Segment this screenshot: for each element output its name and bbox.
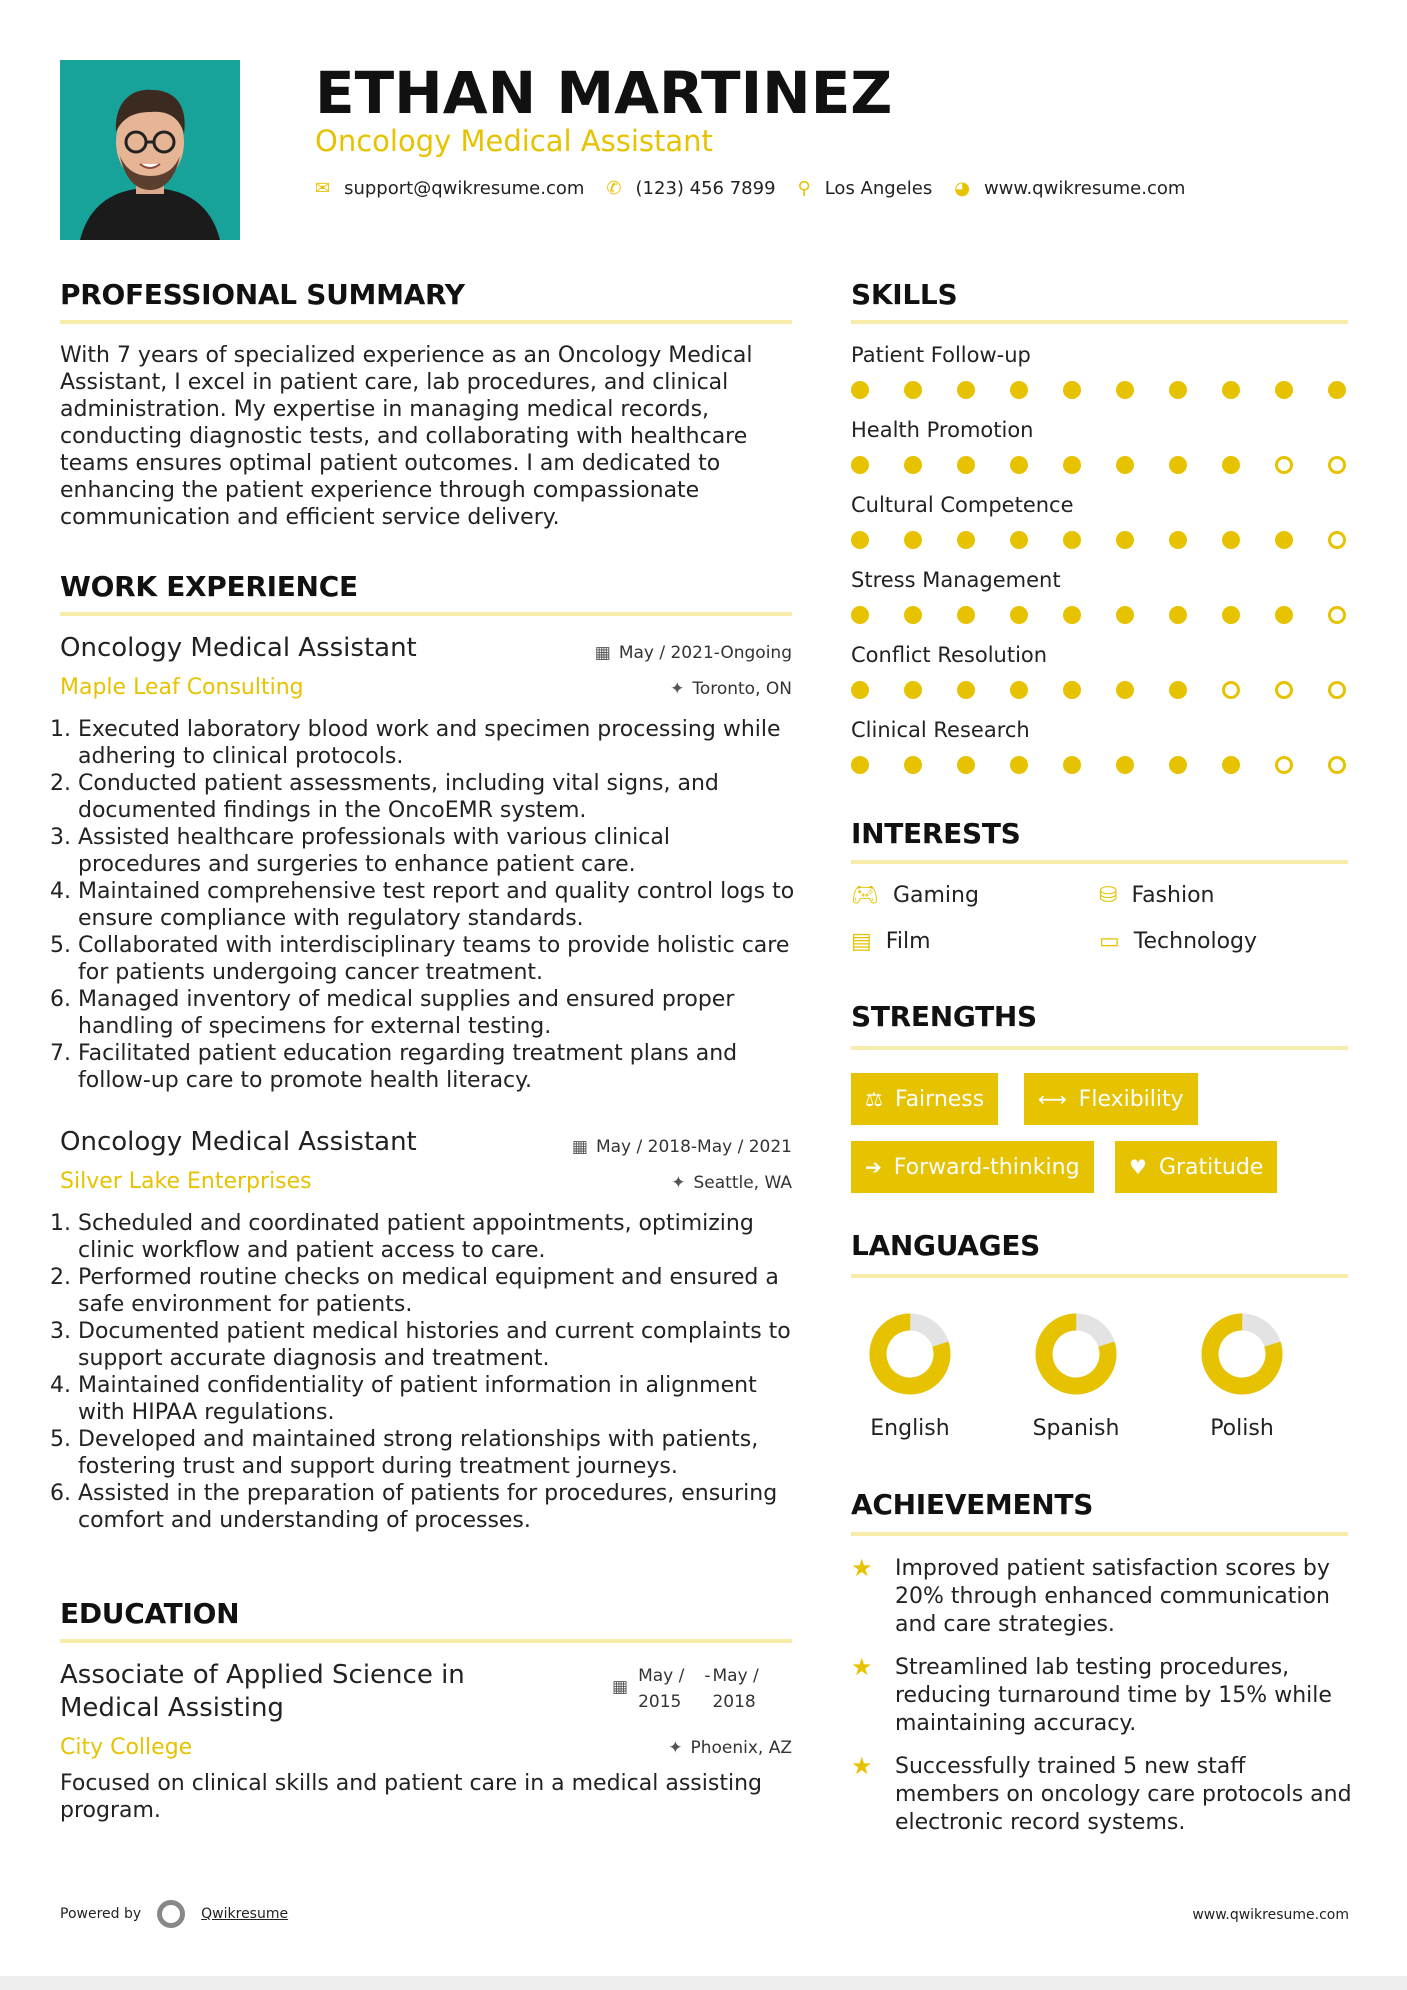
education-heading: EDUCATION	[60, 1597, 240, 1630]
skill-dot-filled	[1222, 456, 1240, 474]
strengths-heading: STRENGTHS	[851, 1000, 1037, 1033]
achievement-text: Successfully trained 5 new staff members on oncology care protocols and electronic record systems.	[895, 1754, 1352, 1835]
footer-powered-by	[60, 1900, 288, 1928]
duty-item: 1. Executed laboratory blood work and specimen processing while adhering to clinical protocols.	[78, 716, 795, 770]
degree-title	[60, 1659, 465, 1725]
skill-dot-filled	[1275, 606, 1293, 624]
skill-dot-filled	[1222, 381, 1240, 399]
job-1-company: Maple Leaf Consulting	[60, 675, 304, 700]
skill-rating	[851, 531, 1351, 551]
skill-rating	[851, 606, 1351, 626]
interest-label: Fashion	[1131, 883, 1215, 908]
strength-chip-flexibility	[1024, 1073, 1198, 1125]
skill-dot-filled	[957, 381, 975, 399]
duty-item: 7. Facilitated patient education regarding treatment plans and follow-up care to promote health literacy.	[78, 1040, 795, 1094]
education-rule	[60, 1639, 792, 1643]
skill-dot-filled	[957, 456, 975, 474]
job-1-date-text: May / 2021-Ongoing	[618, 643, 792, 663]
website-text: www.qwikresume.com	[983, 178, 1186, 199]
education-start-year: 2015	[638, 1692, 682, 1712]
skill-dot-filled	[904, 756, 922, 774]
skill-rating	[851, 756, 1351, 776]
skill-dot-filled	[1222, 756, 1240, 774]
skill-dot-filled	[1116, 606, 1134, 624]
duty-item: 5. Collaborated with interdisciplinary teams to provide holistic care for patients undergoing cancer treatment.	[78, 932, 795, 986]
footer-url[interactable]: www.qwikresume.com	[1192, 1907, 1349, 1923]
duty-item: 2. Performed routine checks on medical equipment and ensured a safe environment for patients.	[78, 1264, 795, 1318]
powered-by-text: Powered by	[60, 1906, 142, 1922]
skill-dot-filled	[904, 531, 922, 549]
interest-technology	[1099, 929, 1257, 954]
skill-dot-filled	[1169, 606, 1187, 624]
balance-scale-icon: ⚖	[865, 1087, 883, 1111]
skill-name: Stress Management	[851, 568, 1061, 592]
job-2-location-text: Seattle, WA	[693, 1173, 792, 1193]
profile-photo	[60, 60, 240, 240]
job-2-date-text: May / 2018-May / 2021	[595, 1137, 792, 1157]
contact-phone[interactable]	[606, 178, 775, 199]
job-2-location	[671, 1173, 792, 1193]
education-description: Focused on clinical skills and patient care in a medical assisting program.	[60, 1771, 762, 1823]
skill-dot-empty	[1328, 606, 1346, 624]
phone-icon: ✆	[606, 178, 622, 199]
pin-icon: ✦	[670, 679, 685, 699]
language-spanish	[1011, 1310, 1141, 1441]
strength-label: Flexibility	[1078, 1086, 1184, 1112]
skill-rating	[851, 681, 1351, 701]
skill-name: Health Promotion	[851, 418, 1034, 442]
skill-dot-empty	[1328, 456, 1346, 474]
skill-rating	[851, 456, 1351, 476]
envelope-icon: ✉	[315, 178, 331, 199]
contact-website[interactable]	[954, 178, 1185, 199]
star-icon: ★	[851, 1752, 873, 1780]
skill-dot-filled	[1010, 381, 1028, 399]
calendar-icon: ▦	[612, 1677, 629, 1697]
language-donut	[1198, 1310, 1286, 1398]
achievements-heading: ACHIEVEMENTS	[851, 1488, 1094, 1521]
language-english	[845, 1310, 975, 1441]
gamepad-icon: 🎮︎	[851, 883, 879, 908]
language-donut	[1032, 1310, 1120, 1398]
skill-dot-empty	[1275, 456, 1293, 474]
skill-dot-empty	[1222, 681, 1240, 699]
skill-dot-filled	[1063, 456, 1081, 474]
interests-heading: INTERESTS	[851, 817, 1021, 850]
education-end-year: 2018	[712, 1692, 756, 1712]
education-dates	[612, 1663, 759, 1715]
job-2-date	[572, 1137, 792, 1157]
duty-item: 3. Assisted healthcare professionals with various clinical procedures and surgeries to enhance patient care.	[78, 824, 795, 878]
skill-dot-filled	[904, 606, 922, 624]
skill-dot-filled	[1169, 456, 1187, 474]
skill-dot-filled	[1328, 381, 1346, 399]
duty-item: 3. Documented patient medical histories and current complaints to support accurate diagnosis and treatment.	[78, 1318, 795, 1372]
laptop-icon: ▭	[1099, 929, 1120, 954]
duty-item: 2. Conducted patient assessments, including vital signs, and documented findings in the OncoEMR system.	[78, 770, 795, 824]
strength-chip-forward-thinking	[851, 1141, 1094, 1193]
skill-dot-filled	[957, 531, 975, 549]
skills-heading: SKILLS	[851, 278, 958, 311]
skill-dot-filled	[957, 606, 975, 624]
job-1-location-text: Toronto, ON	[692, 679, 792, 699]
contact-location	[798, 178, 933, 199]
language-label: Polish	[1210, 1416, 1274, 1441]
skill-dot-filled	[1222, 606, 1240, 624]
skill-dot-empty	[1328, 681, 1346, 699]
summary-text: With 7 years of specialized experience as an Oncology Medical Assistant, I excel in patient care, lab procedures, and clinical administration. My expertise in managing medical records, conducting diagnostic tests, and collaborating with healthcare teams ensures optimal patient outcomes. I am dedicated to enhancing the patient experience through compassionate communication and efficient service delivery.	[60, 343, 753, 530]
skill-dot-filled	[1116, 756, 1134, 774]
interest-label: Gaming	[892, 883, 979, 908]
skill-dot-filled	[1116, 531, 1134, 549]
languages-heading: LANGUAGES	[851, 1229, 1041, 1262]
skill-name: Patient Follow-up	[851, 343, 1031, 367]
arrows-horizontal-icon: ⟷	[1038, 1087, 1067, 1111]
job-1-duties	[60, 716, 795, 1094]
achievement-text: Improved patient satisfaction scores by 20% through enhanced communication and care strategies.	[895, 1556, 1330, 1637]
education-date-dash: -	[704, 1666, 711, 1686]
strength-label: Forward-thinking	[893, 1154, 1080, 1180]
job-1-date	[595, 643, 792, 663]
interest-gaming	[851, 883, 979, 908]
skill-dot-filled	[1169, 681, 1187, 699]
duty-item: 1. Scheduled and coordinated patient appointments, optimizing clinic workflow and patient access to care.	[78, 1210, 795, 1264]
summary-heading: PROFESSIONAL SUMMARY	[60, 278, 465, 311]
skill-dot-filled	[1116, 456, 1134, 474]
skill-dot-filled	[851, 756, 869, 774]
skill-dot-filled	[1010, 456, 1028, 474]
job-2-company: Silver Lake Enterprises	[60, 1169, 312, 1194]
languages-rule	[851, 1274, 1348, 1278]
pin-icon: ✦	[671, 1173, 686, 1193]
interest-label: Film	[885, 929, 931, 954]
interests-rule	[851, 860, 1348, 864]
skill-dot-filled	[1169, 756, 1187, 774]
education-location	[668, 1738, 792, 1758]
pin-icon: ✦	[668, 1738, 683, 1758]
education-start	[638, 1663, 684, 1715]
email-text: support@qwikresume.com	[344, 178, 585, 199]
skill-dot-filled	[904, 381, 922, 399]
skill-dot-filled	[1010, 681, 1028, 699]
skill-dot-empty	[1328, 756, 1346, 774]
skill-dot-filled	[1169, 381, 1187, 399]
qwikresume-link[interactable]: Qwikresume	[201, 1906, 289, 1922]
shopping-bag-icon: ⛁	[1099, 883, 1118, 908]
skill-dot-filled	[1010, 756, 1028, 774]
map-pin-icon: ⚲	[797, 178, 811, 199]
language-polish	[1177, 1310, 1307, 1441]
film-icon: ▤	[851, 929, 872, 954]
location-text: Los Angeles	[824, 178, 933, 199]
skill-dot-filled	[1222, 531, 1240, 549]
skill-dot-filled	[957, 756, 975, 774]
interest-label: Technology	[1133, 929, 1258, 954]
achievement-item	[851, 1555, 1356, 1639]
arrow-right-icon: ➔	[865, 1155, 882, 1179]
candidate-title: Oncology Medical Assistant	[315, 124, 713, 158]
skill-dot-filled	[1116, 381, 1134, 399]
bottom-band	[0, 1976, 1407, 1990]
strength-label: Fairness	[894, 1086, 985, 1112]
qwikresume-logo-icon	[157, 1900, 185, 1928]
education-end	[712, 1663, 758, 1715]
language-label: Spanish	[1032, 1416, 1120, 1441]
skill-dot-filled	[1010, 606, 1028, 624]
school-name: City College	[60, 1735, 193, 1760]
duty-item: 6. Assisted in the preparation of patients for procedures, ensuring comfort and understanding of processes.	[78, 1480, 795, 1534]
skill-name: Conflict Resolution	[851, 643, 1048, 667]
skill-dot-filled	[851, 531, 869, 549]
skill-dot-filled	[1063, 681, 1081, 699]
duty-item: 4. Maintained confidentiality of patient information in alignment with HIPAA regulations.	[78, 1372, 795, 1426]
star-icon: ★	[851, 1554, 873, 1582]
skill-dot-filled	[1063, 531, 1081, 549]
job-2-duties	[60, 1210, 795, 1534]
achievement-text: Streamlined lab testing procedures, reducing turnaround time by 15% while maintaining accuracy.	[895, 1655, 1332, 1736]
duty-item: 6. Managed inventory of medical supplies and ensured proper handling of specimens for external testing.	[78, 986, 795, 1040]
phone-text: (123) 456 7899	[635, 178, 776, 199]
skill-dot-empty	[1275, 681, 1293, 699]
interest-fashion	[1099, 883, 1214, 908]
skill-dot-filled	[1063, 381, 1081, 399]
calendar-icon: ▦	[571, 1137, 588, 1157]
summary-rule	[60, 320, 792, 324]
education-location-text: Phoenix, AZ	[690, 1738, 792, 1758]
experience-heading: WORK EXPERIENCE	[60, 570, 358, 603]
skills-rule	[851, 320, 1348, 324]
skill-dot-empty	[1275, 756, 1293, 774]
globe-icon: ◕	[954, 178, 970, 199]
skill-name: Clinical Research	[851, 718, 1030, 742]
achievement-item	[851, 1654, 1356, 1738]
education-end-month: May /	[712, 1666, 759, 1686]
calendar-icon: ▦	[594, 643, 611, 663]
skill-dot-filled	[1063, 606, 1081, 624]
contact-email[interactable]	[315, 178, 584, 199]
skill-dot-empty	[1328, 531, 1346, 549]
skill-dot-filled	[1010, 531, 1028, 549]
strengths-rule	[851, 1046, 1348, 1050]
achievements-rule	[851, 1532, 1348, 1536]
skill-dot-filled	[1063, 756, 1081, 774]
job-1-location	[670, 679, 792, 699]
language-label: English	[870, 1416, 950, 1441]
skill-dot-filled	[1275, 381, 1293, 399]
skill-dot-filled	[904, 456, 922, 474]
job-1-title: Oncology Medical Assistant	[60, 633, 417, 663]
strength-chip-gratitude	[1115, 1141, 1277, 1193]
skill-dot-filled	[851, 381, 869, 399]
skill-dot-filled	[851, 456, 869, 474]
language-donut	[866, 1310, 954, 1398]
duty-item: 5. Developed and maintained strong relationships with patients, fostering trust and support during treatment journeys.	[78, 1426, 795, 1480]
degree-line-2: Medical Assisting	[60, 1693, 284, 1723]
job-2-title: Oncology Medical Assistant	[60, 1127, 417, 1157]
strength-chip-fairness	[851, 1073, 998, 1125]
strength-label: Gratitude	[1158, 1154, 1264, 1180]
skill-dot-filled	[957, 681, 975, 699]
duty-item: 4. Maintained comprehensive test report and quality control logs to ensure compliance with regulatory standards.	[78, 878, 795, 932]
skill-dot-filled	[1116, 681, 1134, 699]
star-icon: ★	[851, 1653, 873, 1681]
skill-rating	[851, 381, 1351, 401]
degree-line-1: Associate of Applied Science in	[60, 1660, 465, 1690]
person-portrait	[60, 60, 240, 240]
skill-dot-filled	[1169, 531, 1187, 549]
education-start-month: May /	[638, 1666, 685, 1686]
skill-dot-filled	[1275, 531, 1293, 549]
experience-rule	[60, 612, 792, 616]
skill-name: Cultural Competence	[851, 493, 1074, 517]
achievement-item	[851, 1753, 1356, 1837]
contact-bar	[315, 178, 1207, 199]
interest-film	[851, 929, 931, 954]
skill-dot-filled	[851, 606, 869, 624]
heart-icon: ♥	[1129, 1155, 1147, 1179]
skill-dot-filled	[904, 681, 922, 699]
skill-dot-filled	[851, 681, 869, 699]
candidate-name: ETHAN MARTINEZ	[315, 59, 893, 127]
